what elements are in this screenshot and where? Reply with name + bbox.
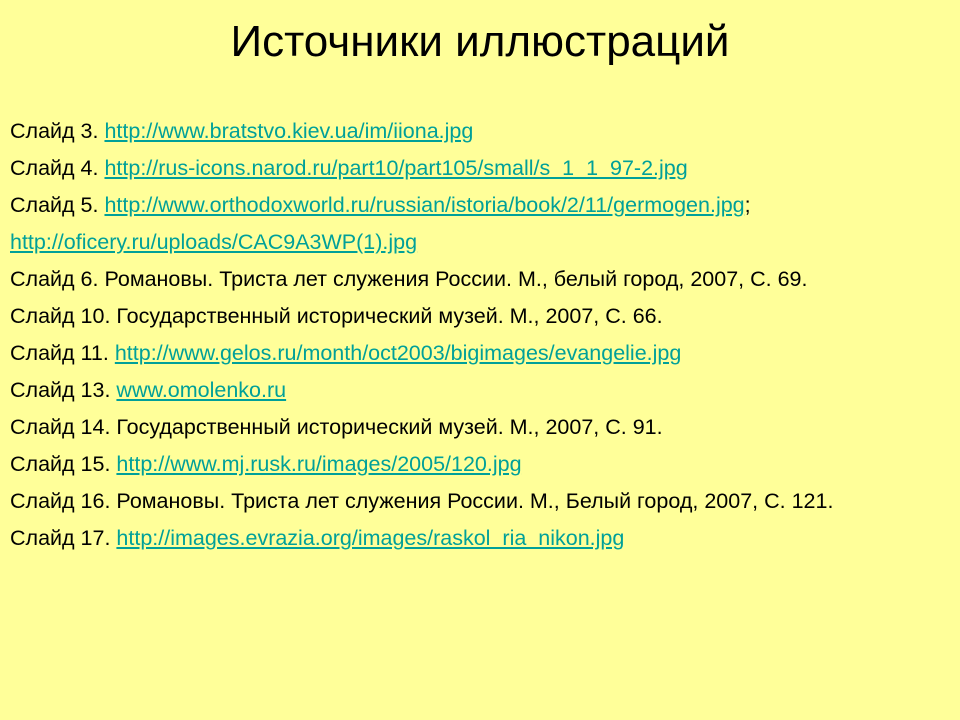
reference-text: Слайд 15. bbox=[10, 452, 117, 476]
reference-item bbox=[10, 116, 950, 146]
reference-item bbox=[10, 338, 950, 368]
reference-link[interactable]: http://www.gelos.ru/month/oct2003/bigimages/evangelie.jpg bbox=[114, 341, 682, 365]
reference-text: Слайд 10. Государственный исторический музей. М., 2007, С. 66. bbox=[10, 304, 663, 328]
reference-item bbox=[10, 264, 950, 294]
reference-text: Слайд 5. bbox=[10, 193, 105, 217]
reference-item bbox=[10, 190, 950, 220]
reference-item bbox=[10, 523, 950, 553]
reference-link[interactable]: http://images.evrazia.org/images/raskol_ria_nikon.jpg bbox=[116, 526, 625, 550]
reference-item bbox=[10, 227, 950, 257]
reference-link[interactable]: http://oficery.ru/uploads/CAC9A3WP(1).jpg bbox=[10, 230, 418, 254]
reference-text: Слайд 16. Романовы. Триста лет служения России. М., Белый город, 2007, С. 121. bbox=[10, 489, 834, 513]
reference-text: Слайд 3. bbox=[10, 119, 105, 143]
reference-link[interactable]: http://rus-icons.narod.ru/part10/part105/small/s_1_1_97-2.jpg bbox=[104, 156, 688, 180]
reference-link[interactable]: http://www.bratstvo.kiev.ua/im/iiona.jpg bbox=[104, 119, 474, 143]
reference-item bbox=[10, 449, 950, 479]
reference-item bbox=[10, 153, 950, 183]
reference-text: Слайд 13. bbox=[10, 378, 117, 402]
reference-suffix: ; bbox=[744, 193, 751, 217]
reference-text: Слайд 11. bbox=[10, 341, 115, 365]
reference-link[interactable]: http://www.mj.rusk.ru/images/2005/120.jpg bbox=[116, 452, 522, 476]
reference-item bbox=[10, 301, 950, 331]
references-list bbox=[10, 116, 950, 560]
reference-item bbox=[10, 486, 950, 516]
slide-title: Источники иллюстраций bbox=[230, 17, 730, 66]
reference-text: Слайд 17. bbox=[10, 526, 117, 550]
reference-text: Слайд 4. bbox=[10, 156, 105, 180]
reference-text: Слайд 6. Романовы. Триста лет служения России. М., белый город, 2007, С. 69. bbox=[10, 267, 808, 291]
reference-item bbox=[10, 412, 950, 442]
reference-link[interactable]: www.omolenko.ru bbox=[116, 378, 287, 402]
reference-link[interactable]: http://www.orthodoxworld.ru/russian/istoria/book/2/11/germogen.jpg bbox=[104, 193, 745, 217]
reference-text: Слайд 14. Государственный исторический музей. М., 2007, С. 91. bbox=[10, 415, 663, 439]
reference-item bbox=[10, 375, 950, 405]
